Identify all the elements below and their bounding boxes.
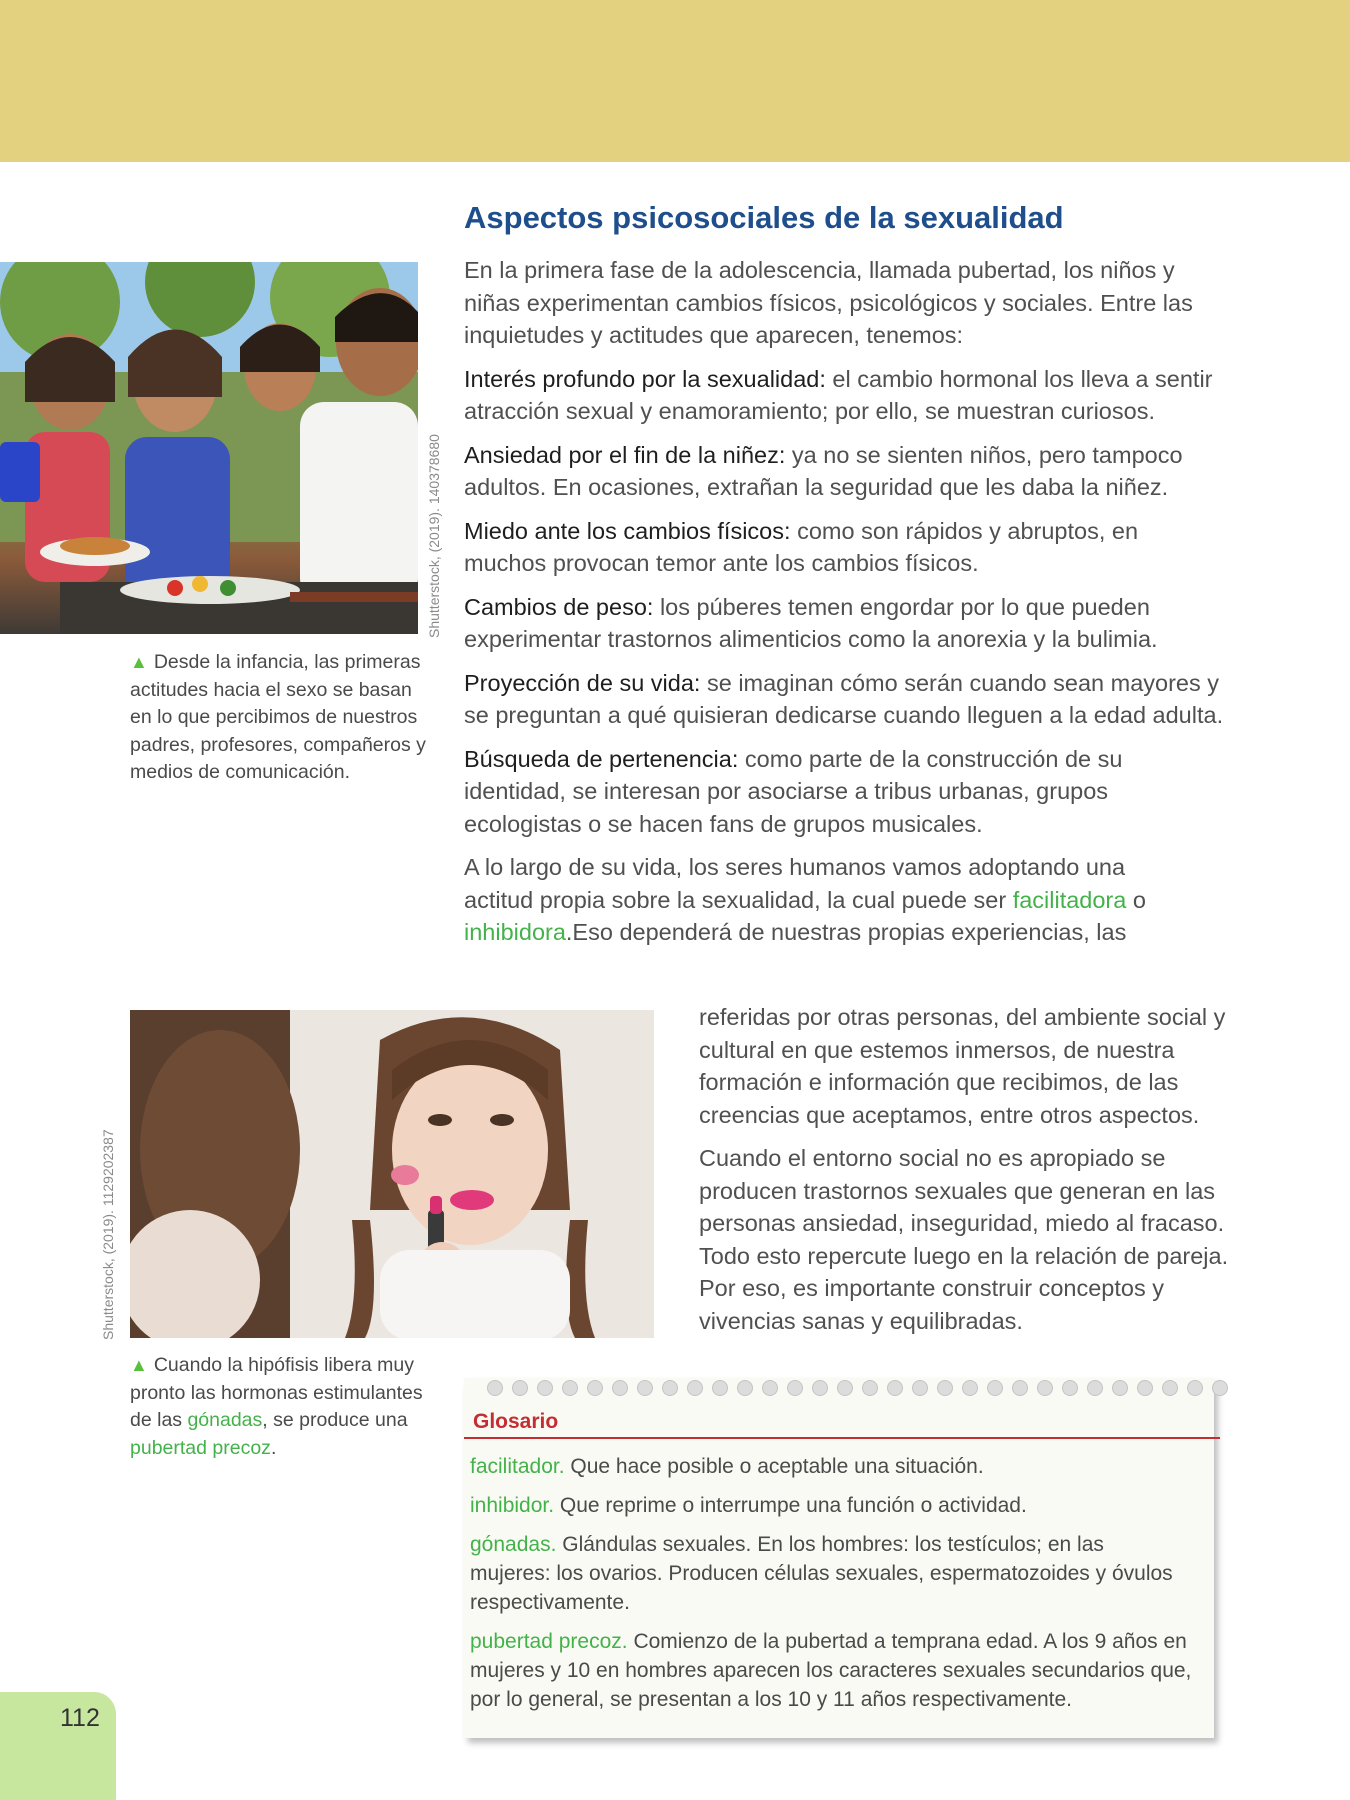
glossary-definition: Comienzo de la pubertad a temprana edad. A los 9 años en mujeres y 10 en hombres aparecen los caracteres sexuales secundarios que, por lo general, se presentan a los 10 y 11 años respectivamente.: [470, 1630, 1192, 1711]
figure-caption: [130, 649, 430, 787]
item-term: Cambios de peso:: [464, 593, 654, 620]
caption-text: , se produce una: [262, 1409, 408, 1431]
glossary-title: Glosario: [473, 1410, 559, 1433]
list-item: [464, 439, 1224, 504]
triangle-icon: ▲: [130, 1355, 148, 1375]
closing-text: o: [1126, 886, 1146, 913]
list-item: [464, 363, 1224, 428]
glossary-definition: Glándulas sexuales. En los hombres: los testículos; en las mujeres: los ovarios. Producen células sexuales, espermatozoides y óvulos respectivamente.: [470, 1533, 1173, 1614]
final-paragraph: Cuando el entorno social no es apropiado se producen trastornos sexuales que generan en las personas ansiedad, inseguridad, miedo al fracaso. Todo esto repercute luego en la relación de pareja. Por eso, es importante construir conceptos y vivencias sanas y equilibradas.: [699, 1145, 1229, 1334]
photo-credit: Shutterstock, (2019). 1129202387: [100, 1129, 116, 1340]
main-text-column: [464, 254, 1224, 960]
caption-text: Cuando la hipófisis libera muy pronto las hormonas estimulantes de las: [130, 1354, 423, 1431]
list-item: [464, 591, 1224, 656]
caption-text: Desde la infancia, las primeras actitudes hacia el sexo se basan en lo que percibimos de nuestros padres, profesores, compañeros y medios de comunicación.: [130, 651, 426, 783]
item-text: los púberes temen engordar por lo que pueden experimentar trastornos alimenticios como la anorexia y la bulimia.: [464, 593, 1158, 652]
header-band: [0, 0, 1350, 162]
glossary-link-facilitadora[interactable]: facilitadora: [1012, 886, 1127, 913]
item-term: Proyección de su vida:: [464, 669, 701, 696]
glossary-entry: [470, 1627, 1220, 1714]
girl-lipstick-photo: [130, 1010, 654, 1338]
glossary-definition: Que reprime o interrumpe una función o actividad.: [554, 1494, 1027, 1517]
section-title: Aspectos psicosociales de la sexualidad: [464, 200, 1064, 235]
glossary-divider: [464, 1437, 1220, 1439]
family-barbecue-photo: [0, 262, 418, 634]
list-item: [464, 667, 1224, 732]
photo-credit: Shutterstock, (2019). 140378680: [426, 434, 442, 638]
glossary-entry: [470, 1530, 1180, 1617]
closing-text: .Eso dependerá de nuestras propias experiencias, las: [565, 919, 1127, 945]
glossary-term: pubertad precoz.: [470, 1630, 628, 1653]
glossary-term: inhibidor.: [470, 1494, 555, 1517]
item-text: ya no se sienten niños, pero tampoco adultos. En ocasiones, extrañan la seguridad que les daba la niñez.: [464, 441, 1183, 500]
glossary-link-inhibidora[interactable]: inhibidora: [464, 919, 566, 945]
girl-lipstick-illustration: [130, 1010, 654, 1338]
item-text: como son rápidos y abruptos, en muchos provocan temor ante los cambios físicos.: [464, 517, 1139, 576]
item-term: Interés profundo por la sexualidad:: [464, 365, 826, 392]
glossary-term: facilitador.: [470, 1455, 565, 1478]
glossary-link-pubertad-precoz[interactable]: pubertad precoz: [130, 1436, 271, 1459]
list-item: [464, 515, 1224, 580]
continuation-paragraph: referidas por otras personas, del ambiente social y cultural en que estemos inmersos, de nuestra formación e información que recibimos, de las creencias que aceptamos, entre otros aspectos.: [699, 1004, 1226, 1128]
glossary-entry: [470, 1491, 1220, 1520]
closing-paragraph: [464, 851, 1194, 949]
continuation-column: [699, 1001, 1239, 1348]
triangle-icon: ▲: [130, 652, 148, 672]
family-barbecue-illustration: [0, 262, 418, 634]
item-text: el cambio hormonal los lleva a sentir atracción sexual y enamoramiento; por ello, se muestran curiosos.: [464, 365, 1213, 424]
item-term: Ansiedad por el fin de la niñez:: [464, 441, 786, 468]
list-item: [464, 743, 1144, 841]
item-term: Búsqueda de pertenencia:: [464, 745, 739, 772]
page-number: 112: [60, 1704, 100, 1732]
caption-text: .: [270, 1436, 277, 1459]
item-term: Miedo ante los cambios físicos:: [464, 517, 791, 544]
glossary-entry: [470, 1452, 1220, 1481]
glossary-definition: Que hace posible o aceptable una situación.: [564, 1455, 984, 1478]
glossary-link-gonadas[interactable]: gónadas: [187, 1409, 263, 1431]
glossary-entries: [470, 1452, 1220, 1724]
intro-paragraph: En la primera fase de la adolescencia, llamada pubertad, los niños y niñas experimentan cambios físicos, psicológicos y sociales. Entre las inquietudes y actitudes que aparecen, tenemos:: [464, 257, 1193, 348]
figure-caption: [130, 1352, 430, 1462]
closing-text: A lo largo de su vida, los seres humanos vamos adoptando una actitud propia sobre la sexualidad, la cual puede ser: [464, 854, 1126, 913]
glossary-term: gónadas.: [470, 1533, 557, 1556]
item-text: como parte de la construcción de su identidad, se interesan por asociarse a tribus urbanas, grupos ecologistas o se hacen fans de grupos musicales.: [464, 745, 1123, 837]
item-text: se imaginan cómo serán cuando sean mayores y se preguntan a qué quisieran dedicarse cuando lleguen a la edad adulta.: [464, 669, 1224, 728]
